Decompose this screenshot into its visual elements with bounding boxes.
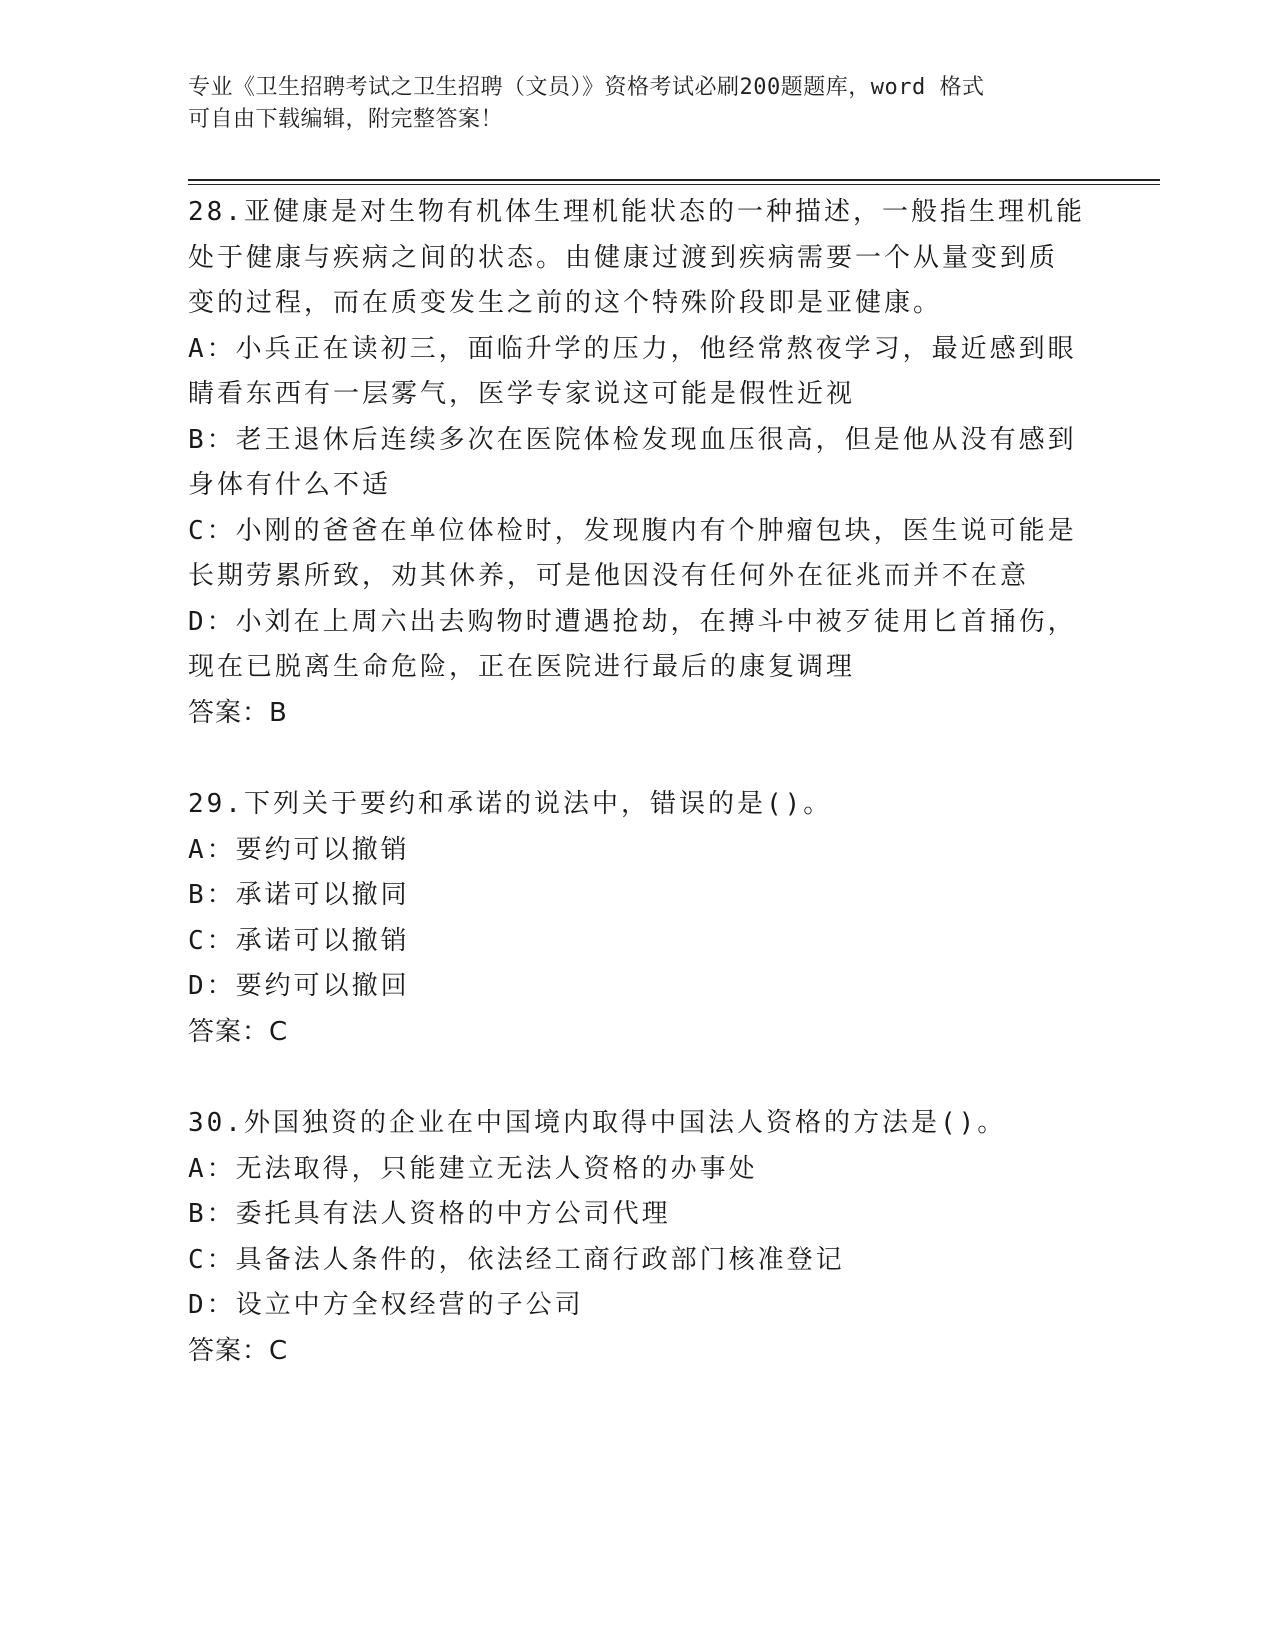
question-text-line: 处于健康与疾病之间的状态。由健康过渡到疾病需要一个从量变到质 — [188, 242, 1059, 273]
option-b: B：委托具有法人资格的中方公司代理 — [188, 1199, 671, 1229]
option-d: D：小刘在上周六出去购物时遭遇抢劫，在搏斗中被歹徒用匕首捅伤， — [188, 606, 1077, 637]
answer-line: 答案：B — [188, 697, 288, 728]
header-line-1: 专业《卫生招聘考试之卫生招聘（文员）》资格考试必刷200题题库，word 格式 — [188, 75, 985, 100]
option-d: D：设立中方全权经营的子公司 — [188, 1290, 584, 1320]
option-c: C：具备法人条件的，依法经工商行政部门核准登记 — [188, 1244, 845, 1275]
question-28 — [188, 190, 1088, 736]
question-30 — [188, 1101, 1088, 1374]
answer-line: 答案：C — [188, 1016, 289, 1047]
option-a: A：无法取得，只能建立无法人资格的办事处 — [188, 1153, 758, 1184]
question-text-line: 变的过程，而在质变发生之前的这个特殊阶段即是亚健康。 — [188, 288, 943, 318]
option-c-cont: 长期劳累所致，劝其休养，可是他因没有任何外在征兆而并不在意 — [188, 561, 1030, 591]
header-line-2: 可自由下载编辑，附完整答案！ — [188, 107, 504, 132]
question-29 — [188, 782, 1088, 1055]
option-b: B：承诺可以撤同 — [188, 880, 410, 910]
answer-line: 答案：C — [188, 1335, 289, 1366]
option-c: C：承诺可以撤销 — [188, 925, 410, 956]
option-b: B：老王退休后连续多次在医院体检发现血压很高，但是他从没有感到 — [188, 424, 1077, 455]
question-text-line: 30.外国独资的企业在中国境内取得中国法人资格的方法是()。 — [188, 1108, 1007, 1138]
option-b-cont: 身体有什么不适 — [188, 470, 392, 500]
option-a: A：小兵正在读初三，面临升学的压力，他经常熬夜学习，最近感到眼 — [188, 333, 1077, 364]
option-a-cont: 睛看东西有一层雾气，医学专家说这可能是假性近视 — [188, 379, 856, 409]
document-header — [188, 72, 1068, 136]
option-d: D：要约可以撤回 — [188, 971, 410, 1001]
header-rule-thick — [188, 179, 1160, 181]
question-text-line: 28.亚健康是对生物有机体生理机能状态的一种描述，一般指生理机能 — [188, 197, 1085, 227]
option-d-cont: 现在已脱离生命危险，正在医院进行最后的康复调理 — [188, 652, 856, 682]
header-rule-thin — [188, 184, 1160, 185]
option-a: A：要约可以撤销 — [188, 834, 410, 865]
question-text-line: 29.下列关于要约和承诺的说法中，错误的是()。 — [188, 789, 833, 819]
question-list — [188, 190, 1088, 1420]
option-c: C：小刚的爸爸在单位体检时，发现腹内有个肿瘤包块，医生说可能是 — [188, 515, 1077, 546]
